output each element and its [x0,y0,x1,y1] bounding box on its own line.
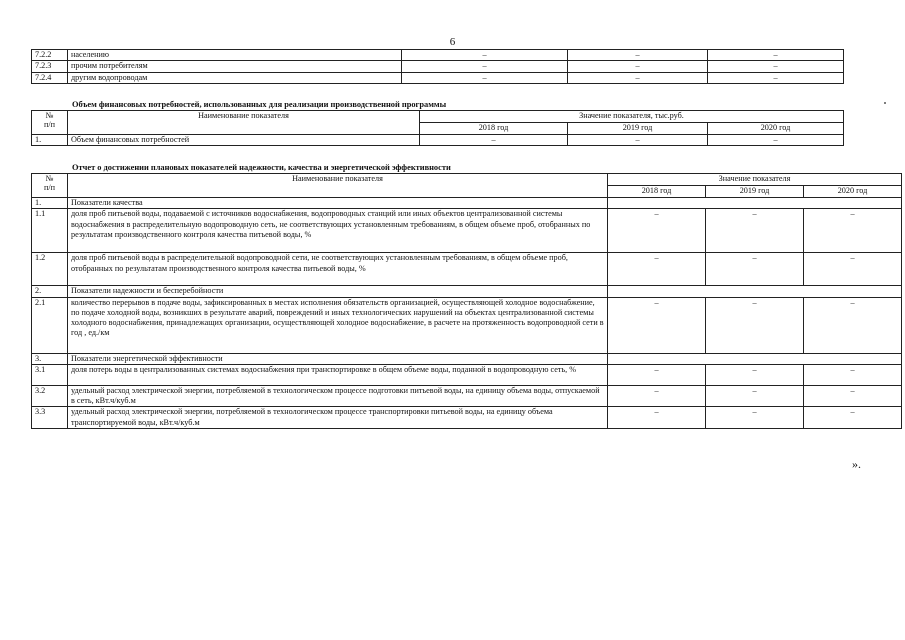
table-row [32,72,844,83]
report-table [31,173,902,429]
row-name: Объем финансовых потребностей [68,135,420,146]
row-number: 2. [32,286,68,297]
row-name: другим водопроводам [68,72,402,83]
value-2018: – [608,407,706,429]
top-continuation-table [31,49,844,84]
value-2020: – [708,61,844,72]
row-name: населению [68,50,402,61]
value-2020: – [804,364,902,385]
row-number: 2.1 [32,297,68,353]
row-number: 7.2.4 [32,72,68,83]
row-name: удельный расход электрической энергии, потребляемой в технологическом процессе подготовки питьевой воды, на единицу объема воды, отпускаемой в сеть, кВт.ч/куб.м [68,385,608,407]
section-title: Показатели энергетической эффективности [68,353,608,364]
table-row [32,253,902,286]
row-name: прочим потребителям [68,61,402,72]
value-2019: – [568,135,708,146]
page-number: 6 [449,36,456,48]
row-number: 3.2 [32,385,68,407]
value-2019: – [706,385,804,407]
table-row [32,385,902,407]
value-2018: – [608,253,706,286]
row-name: доля проб питьевой воды в распределительной водопроводной сети, не соответствующих установленным требованиям, в общем объеме проб, отобранных по результатам производственного контроля качества питьевой воды, % [68,253,608,286]
value-2020: – [708,135,844,146]
table-row [32,61,844,72]
section-title: Показатели надежности и бесперебойности [68,286,608,297]
table-row [32,407,902,429]
table-row [32,135,844,146]
row-number: 7.2.3 [32,61,68,72]
finance-caption: Объем финансовых потребностей, использованных для реализации производственной программы [72,100,447,109]
value-2019: – [706,364,804,385]
row-number: 3.1 [32,364,68,385]
row-number: 1.1 [32,209,68,253]
finance-table [31,110,844,146]
value-2020: – [804,297,902,353]
value-2020: – [804,385,902,407]
section-title: Показатели качества [68,198,608,209]
row-name: удельный расход электрической энергии, потребляемой в технологическом процессе транспортировки питьевой воды, на единицу объема транспортируемой воды, кВт.ч/куб.м [68,407,608,429]
row-name: доля потерь воды в централизованных системах водоснабжения при транспортировке в общем объеме воды, поданной в водопроводную сеть, % [68,364,608,385]
report-caption: Отчет о достижении плановых показателей надежности, качества и энергетической эффективности [72,163,451,172]
report-year-2019: 2019 год [706,186,804,198]
value-2018: – [608,297,706,353]
row-number: 1.2 [32,253,68,286]
scan-speck [884,102,886,104]
value-2018: – [608,209,706,253]
value-2019: – [706,407,804,429]
finance-col-value: Значение показателя, тыс.руб. [420,111,844,123]
value-2019: – [568,61,708,72]
value-2019: – [568,50,708,61]
report-year-2018: 2018 год [608,186,706,198]
section-row [32,286,902,297]
row-number: 3.3 [32,407,68,429]
section-empty-values [608,353,902,364]
value-2020: – [708,50,844,61]
value-2018: – [402,72,568,83]
value-2020: – [708,72,844,83]
section-empty-values [608,198,902,209]
row-number: 1. [32,135,68,146]
value-2019: – [568,72,708,83]
value-2019: – [706,253,804,286]
closing-quote-mark: ». [852,457,861,471]
report-col-name: Наименование показателя [68,174,608,198]
value-2018: – [608,364,706,385]
value-2018: – [608,385,706,407]
section-row [32,198,902,209]
report-col-value: Значение показателя [608,174,902,186]
row-name: количество перерывов в подаче воды, зафиксированных в местах исполнения обязательств организацией, осуществляющей холодное водоснабжение, по подаче холодной воды, возникших в результате аварий, повреждений и иных технологических нарушений на объектах централизованной системы холодного водоснабжения, принадлежащих организации, осуществляющей холодное водоснабжение, в расчете на протяженность водопроводной сети в год , ед./км [68,297,608,353]
table-row [32,297,902,353]
value-2020: – [804,253,902,286]
finance-year-2020: 2020 год [708,123,844,135]
row-number: 7.2.2 [32,50,68,61]
value-2019: – [706,297,804,353]
table-row [32,50,844,61]
row-number: 3. [32,353,68,364]
value-2018: – [420,135,568,146]
finance-col-num: № п/п [32,111,68,135]
table-row [32,209,902,253]
section-empty-values [608,286,902,297]
value-2020: – [804,407,902,429]
value-2019: – [706,209,804,253]
section-row [32,353,902,364]
value-2018: – [402,61,568,72]
row-number: 1. [32,198,68,209]
report-year-2020: 2020 год [804,186,902,198]
table-row [32,364,902,385]
finance-col-name: Наименование показателя [68,111,420,135]
finance-year-2019: 2019 год [568,123,708,135]
finance-year-2018: 2018 год [420,123,568,135]
report-col-num: № п/п [32,174,68,198]
value-2020: – [804,209,902,253]
value-2018: – [402,50,568,61]
row-name: доля проб питьевой воды, подаваемой с источников водоснабжения, водопроводных станций или иных объектов централизованной системы водоснабжения в распределительную водопроводную сеть, не соответствующих установленным требованиям, в общем объеме проб, отобранных по результатам производственного контроля качества питьевой воды, % [68,209,608,253]
